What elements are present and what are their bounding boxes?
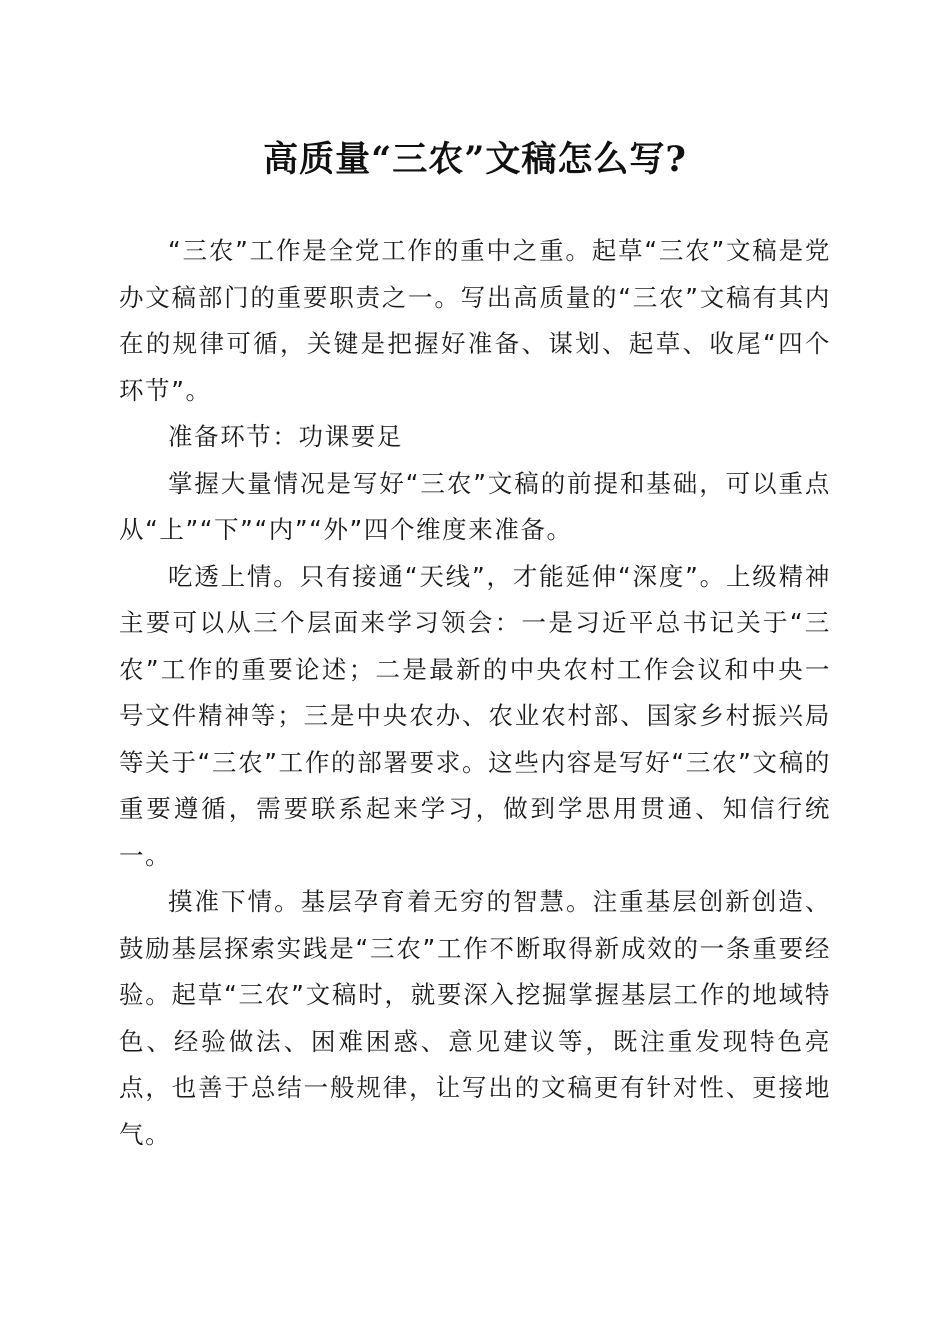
document-body xyxy=(119,228,831,1158)
paragraph-intro: “三农”工作是全党工作的重中之重。起草“三农”文稿是党办文稿部门的重要职责之一。写出高质量的“三农”文稿有其内在的规律可循，关键是把握好准备、谋划、起草、收尾“四个环节”。 xyxy=(119,236,831,405)
paragraph-upper-situation: 吃透上情。只有接通“天线”，才能延伸“深度”。上级精神主要可以从三个层面来学习领会：一是习近平总书记关于“三农”工作的重要论述；二是最新的中央农村工作会议和中央一号文件精神等；三是中央农办、农业农村部、国家乡村振兴局等关于“三农”工作的部署要求。这些内容是写好“三农”文稿的重要遵循，需要联系起来学习，做到学思用贯通、知信行统一。 xyxy=(119,561,831,870)
paragraph-lower-situation: 摸准下情。基层孕育着无穷的智慧。注重基层创新创造、鼓励基层探索实践是“三农”工作不断取得新成效的一条重要经验。起草“三农”文稿时，就要深入挖掘掌握基层工作的地域特色、经验做法、困难困惑、意见建议等，既注重发现特色亮点，也善于总结一般规律，让写出的文稿更有针对性、更接地气。 xyxy=(119,887,831,1149)
document-title: 高质量“三农”文稿怎么写? xyxy=(263,139,687,180)
section-heading-preparation: 准备环节：功课要足 xyxy=(168,422,403,451)
paragraph-preparation: 掌握大量情况是写好“三农”文稿的前提和基础，可以重点从“上”“下”“内”“外”四个维度来准备。 xyxy=(119,468,831,544)
